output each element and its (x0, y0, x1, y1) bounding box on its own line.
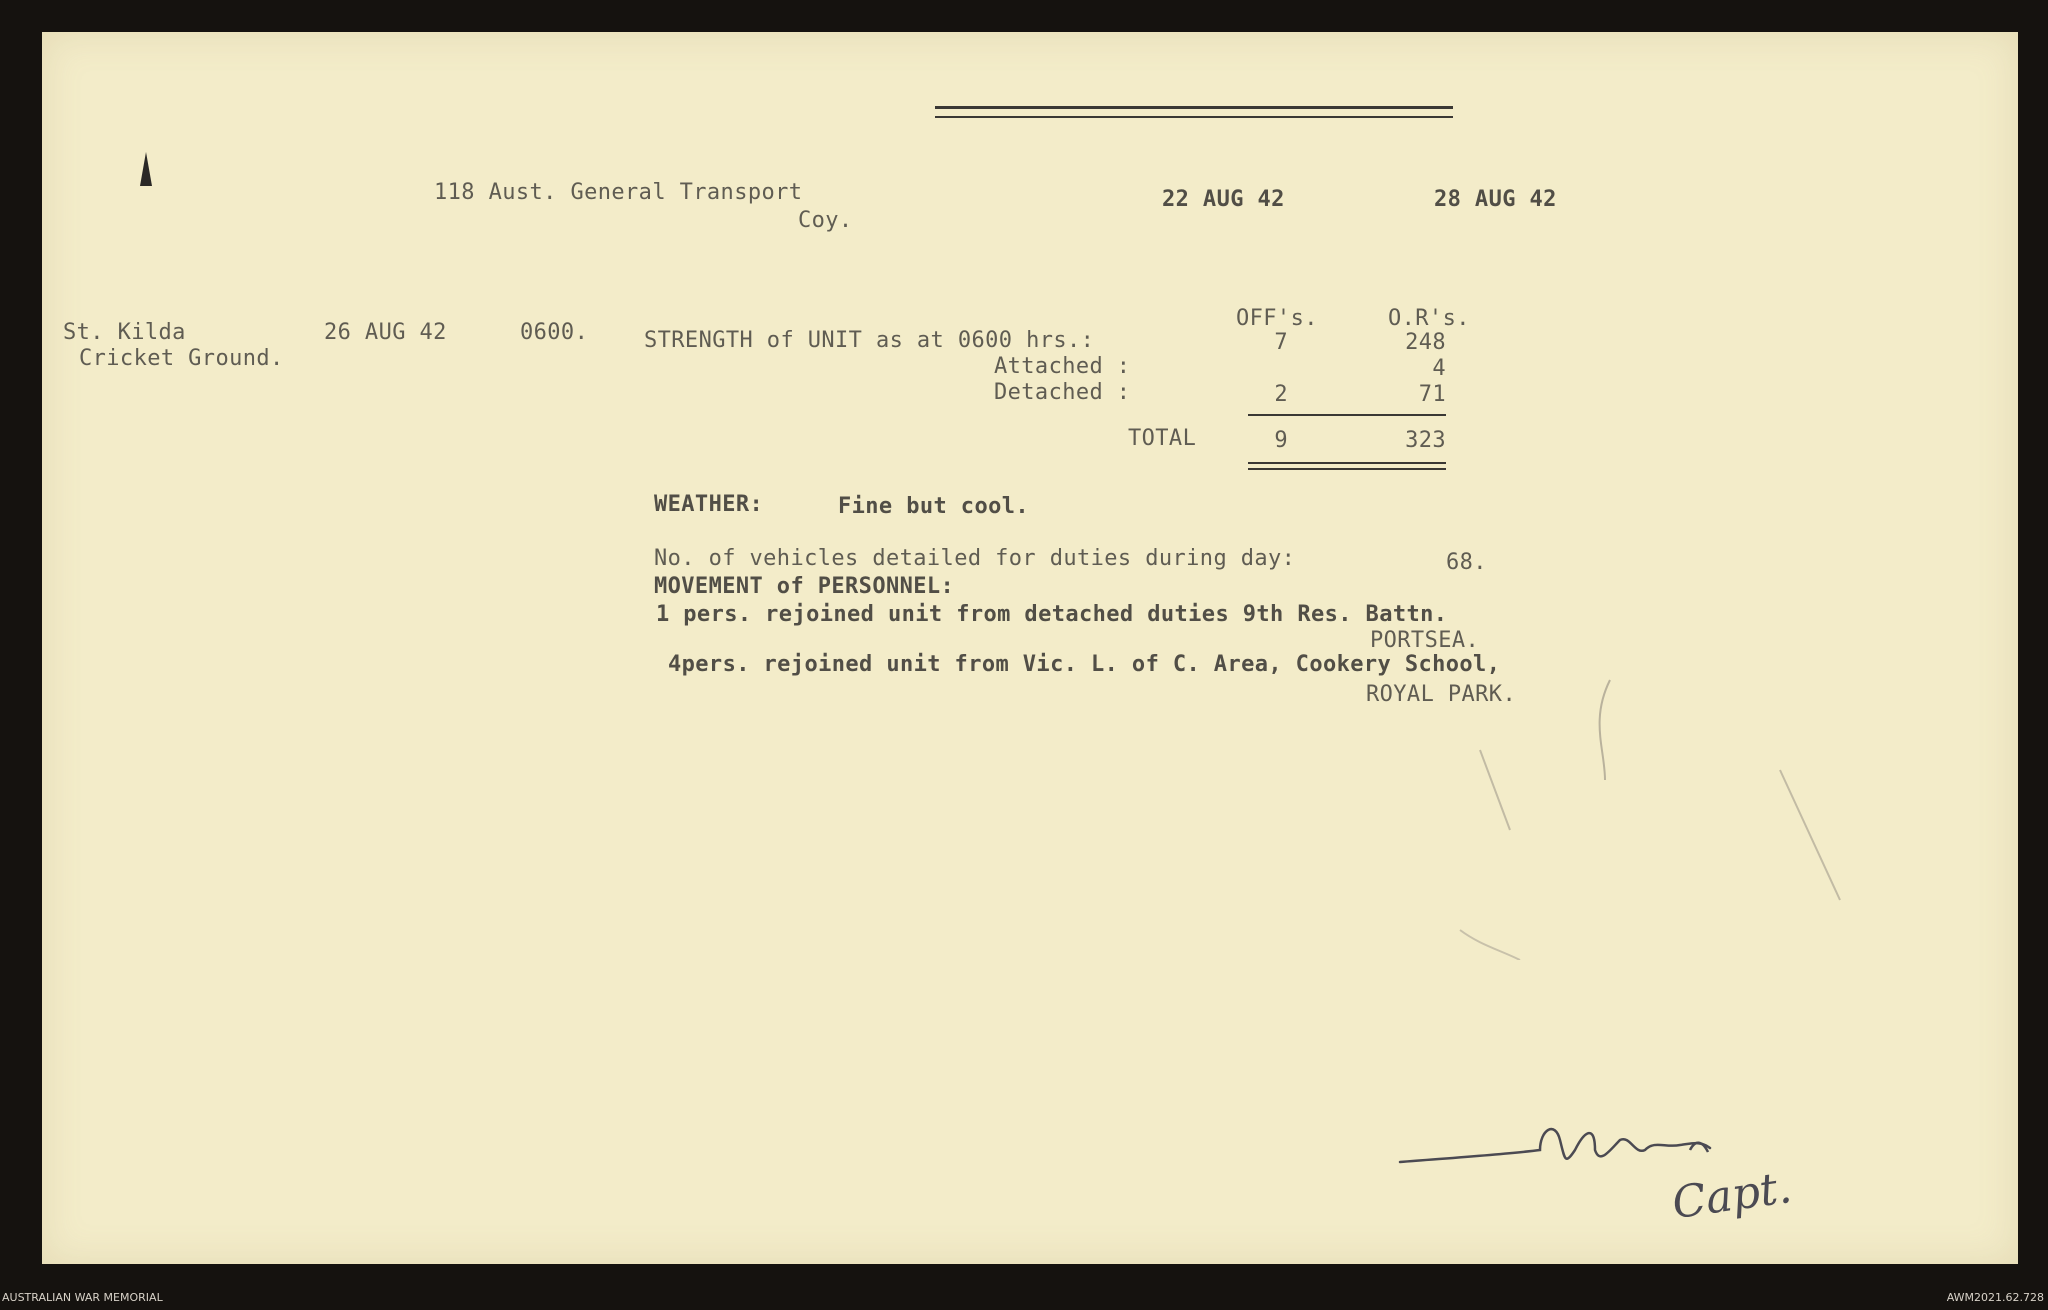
footer-left: AUSTRALIAN WAR MEMORIAL (2, 1291, 163, 1304)
col-header-officers: OFF's. (1236, 306, 1318, 331)
period-to-date: 28 AUG 42 (1434, 187, 1557, 212)
total-rule-1 (1248, 462, 1446, 464)
total-other-ranks: 323 (1405, 428, 1446, 453)
footer-right: AWM2021.62.728 (1946, 1291, 2044, 1304)
vehicles-label: No. of vehicles detailed for duties during day: (654, 546, 1296, 571)
place-line2: Cricket Ground. (79, 346, 284, 371)
attached-other-ranks: 4 (1432, 356, 1446, 381)
strength-label: STRENGTH of UNIT as at 0600 hrs.: (644, 328, 1095, 353)
signature-title: Capt. (1669, 1161, 1795, 1230)
movement-line1: 1 pers. rejoined unit from detached duties 9th Res. Battn. (656, 602, 1448, 627)
place-line1: St. Kilda (63, 320, 186, 345)
weather-value: Fine but cool. (838, 494, 1030, 519)
col-header-other-ranks: O.R's. (1388, 306, 1470, 331)
movement-line1-place: PORTSEA. (1370, 628, 1480, 653)
attached-label: Attached : (994, 354, 1131, 379)
pencil-marks (1440, 660, 1860, 960)
unit-name-line2: Coy. (798, 208, 853, 233)
top-rule-2 (935, 116, 1453, 118)
strength-other-ranks: 248 (1405, 330, 1446, 355)
detached-label: Detached : (994, 380, 1131, 405)
detached-other-ranks: 71 (1418, 382, 1446, 407)
entry-time: 0600. (520, 320, 589, 345)
top-rule-1 (935, 106, 1453, 109)
period-from-date: 22 AUG 42 (1162, 187, 1285, 212)
total-officers: 9 (1274, 428, 1288, 453)
subtotal-rule (1248, 414, 1446, 416)
total-rule-2 (1248, 468, 1446, 470)
movement-label: MOVEMENT of PERSONNEL: (654, 574, 955, 599)
detached-officers: 2 (1274, 382, 1288, 407)
movement-line2: 4pers. rejoined unit from Vic. L. of C. Area, Cookery School, (668, 652, 1501, 677)
vehicles-value: 68. (1446, 550, 1487, 575)
weather-label: WEATHER: (654, 492, 764, 517)
movement-line2-place: ROYAL PARK. (1366, 682, 1517, 707)
unit-name-line1: 118 Aust. General Transport (434, 180, 803, 205)
total-label: TOTAL (1128, 426, 1197, 451)
document-page (42, 32, 2018, 1264)
hole-mark (136, 150, 156, 190)
entry-date: 26 AUG 42 (324, 320, 447, 345)
strength-officers: 7 (1274, 330, 1288, 355)
